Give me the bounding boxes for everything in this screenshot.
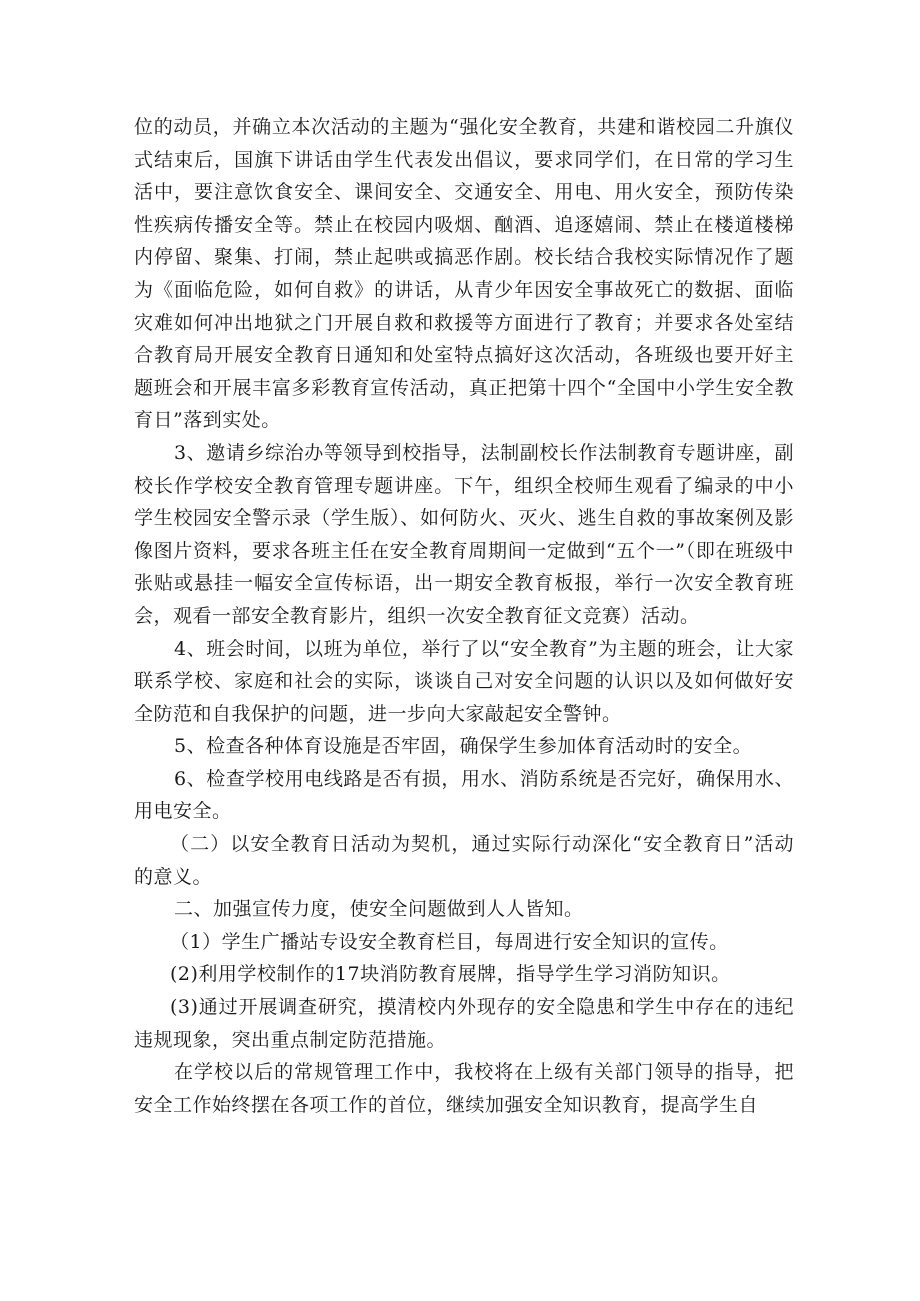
paragraph-item-5: 5、检查各种体育设施是否牢固，确保学生参加体育活动时的安全。 <box>174 735 753 758</box>
paragraph-item-6: 6、检查学校用电线路是否有损，用水、消防系统是否完好，确保用水、用电安全。 <box>134 767 794 823</box>
paragraph-item-4: 4、班会时间，以班为单位，举行了以“安全教育”为主题的班会，让大家联系学校、家庭和社会的实际，谈谈自己对安全问题的认识以及如何做好安全防范和自我保护的问题，进一步向大家敲起安全警钟。 <box>134 637 794 725</box>
paragraph-list-1: （1）学生广播站专设安全教育栏目，每周进行安全知识的宣传。 <box>170 930 729 953</box>
paragraph-section-2-sub: （二）以安全教育日活动为契机，通过实际行动深化“安全教育日”活动的意义。 <box>134 833 794 888</box>
paragraph-item-3: 3、邀请乡综治办等领导到校指导，法制副校长作法制教育专题讲座，副校长作学校安全教育管理专题讲座。下午，组织全校师生观看了编录的中小学生校园安全警示录（学生版）、如何防火、灭火、逃生自救的事故案例及影像图片资料，要求各班主任在安全教育周期间一定做到“五个一”（即在班级中张贴或悬挂一幅安全宣传标语，出一期安全教育板报，举行一次安全教育班会，观看一部安全教育影片，组织一次安全教育征文竞赛）活动。 <box>134 441 794 627</box>
document-page <box>134 111 794 1121</box>
paragraph-heading-publicity: 二、加强宣传力度，使安全问题做到人人皆知。 <box>174 898 584 921</box>
paragraph-conclusion: 在学校以后的常规管理工作中，我校将在上级有关部门领导的指导，把安全工作始终摆在各项工作的首位，继续加强安全知识教育，提高学生自 <box>134 1061 794 1116</box>
paragraph-list-2: (2)利用学校制作的17块消防教育展牌，指导学生学习消防知识。 <box>170 963 731 986</box>
paragraph-activity-mobilization: 位的动员，并确立本次活动的主题为“强化安全教育，共建和谐校园二升旗仪式结束后，国旗下讲话由学生代表发出倡议，要求同学们，在日常的学习生活中，要注意饮食安全、课间安全、交通安全、用电、用火安全，预防传染性疾病传播安全等。禁止在校园内吸烟、酗酒、追逐嬉闹、禁止在楼道楼梯内停留、聚集、打闹，禁止起哄或搞恶作剧。校长结合我校实际情况作了题为《面临危险，如何自救》的讲话，从青少年因安全事故死亡的数据、面临灾难如何冲出地狱之门开展自救和救援等方面进行了教育；并要求各处室结合教育局开展安全教育日通知和处室特点搞好这次活动，各班级也要开好主题班会和开展丰富多彩教育宣传活动，真正把第十四个“全国中小学生安全教育日”落到实处。 <box>134 116 794 432</box>
paragraph-list-3: (3)通过开展调查研究，摸清校内外现存的安全隐患和学生中存在的违纪违规现象，突出重点制定防范措施。 <box>134 996 794 1051</box>
